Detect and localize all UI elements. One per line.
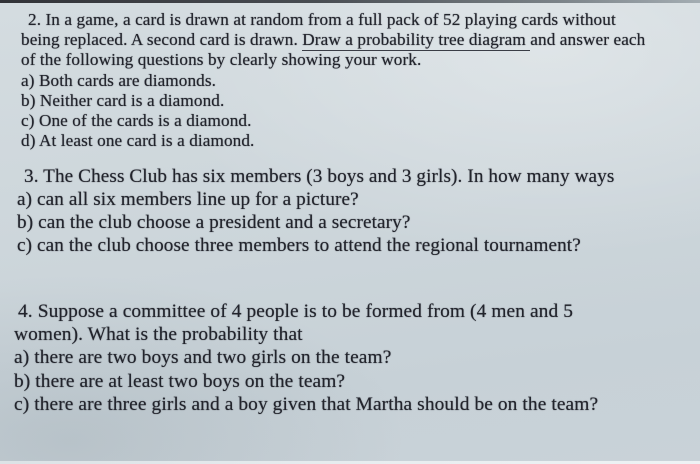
question-3-item-b: b) can the club choose a president and a secretary? <box>17 212 411 233</box>
question-2-block <box>0 10 700 151</box>
photo-top-edge <box>0 0 700 3</box>
question-4-item-b: b) there are at least two boys on the team? <box>14 370 346 392</box>
question-2-line-2-after: and answer each <box>530 30 646 50</box>
question-4-item-c: c) there are three girls and a boy given that Martha should be on the team? <box>14 393 599 415</box>
question-4-block <box>0 300 700 416</box>
question-2-item-a: a) Both cards are diamonds. <box>21 70 217 90</box>
question-2-line-2-before: being replaced. A second card is drawn. <box>21 30 303 50</box>
question-4-item-a: a) there are two boys and two girls on the team? <box>14 347 392 369</box>
question-4-line-1: 4. Suppose a committee of 4 people is to be formed from (4 men and 5 <box>18 301 573 322</box>
question-3-item-a: a) can all six members line up for a picture? <box>17 189 359 210</box>
question-2-line-2 <box>21 30 700 50</box>
question-2-line-1: 2. In a game, a card is drawn at random from a full pack of 52 playing cards without <box>28 10 616 29</box>
question-2-line-3: of the following questions by clearly showing your work. <box>21 50 422 70</box>
underlined-phrase-draw-probability-tree-diagram: Draw a probability tree diagram <box>302 30 531 50</box>
question-3-line-1: 3. The Chess Club has six members (3 boys and 3 girls). In how many ways <box>24 166 615 187</box>
question-3-item-c: c) can the club choose three members to attend the regional tournament? <box>17 235 581 256</box>
question-2-item-b: b) Neither card is a diamond. <box>21 90 225 110</box>
question-2-item-d: d) At least one card is a diamond. <box>21 131 255 151</box>
question-3-block <box>0 165 700 257</box>
question-4-line-2: women). What is the probability that <box>14 324 303 346</box>
question-2-item-c: c) One of the cards is a diamond. <box>21 111 252 131</box>
